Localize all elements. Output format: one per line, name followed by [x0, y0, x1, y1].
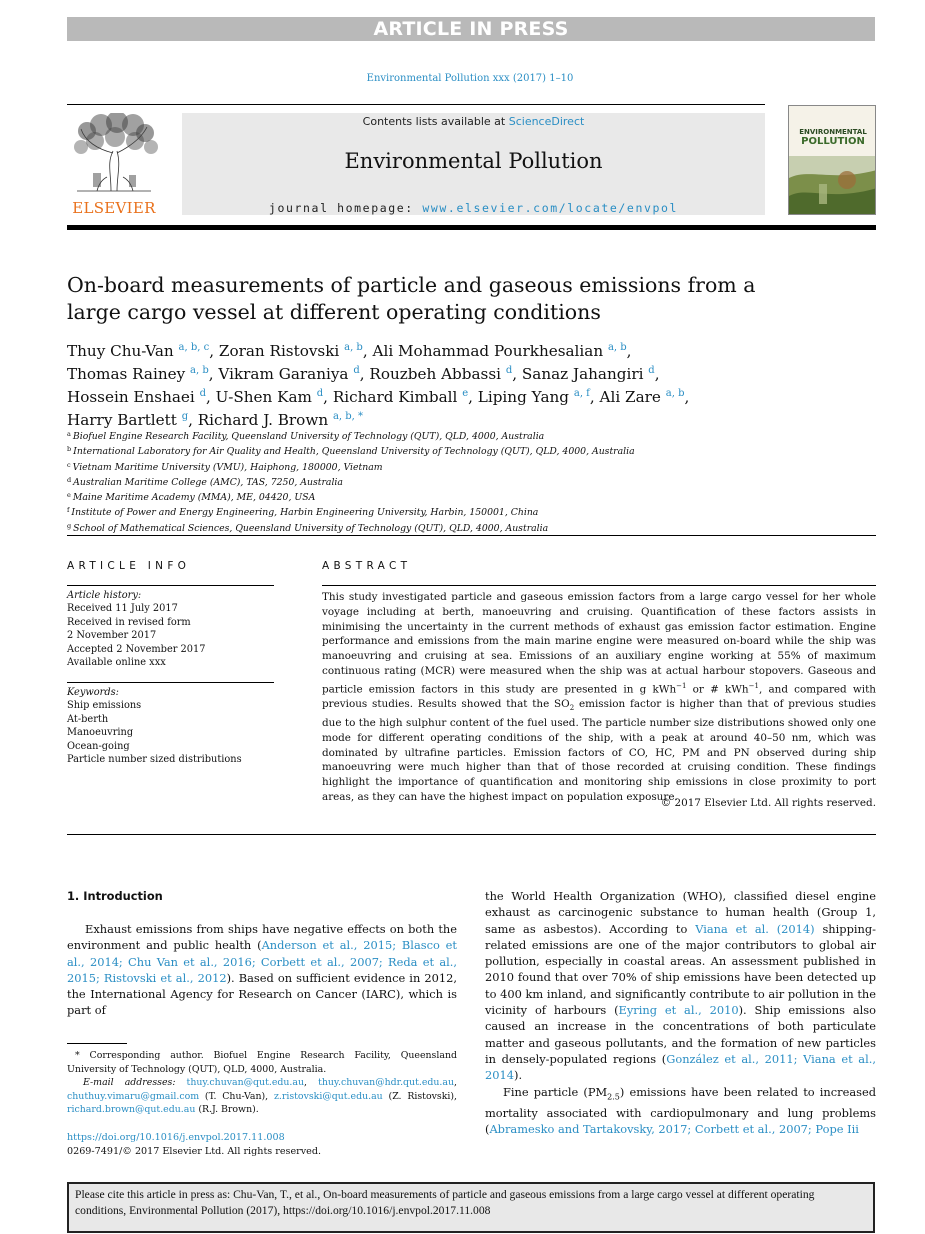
corresponding-author-footnote: * Corresponding author. Biofuel Engine Research Facility, Queensland University of Technology (QUT), QLD, 4000, Australia. E-mail addresses: thuy.chuvan@qut.edu.au, thuy.chuvan@hdr.qut.edu.au, chuthuy.vimaru@gmail.com (T. Chu-Van), z.ristovski@qut.edu.au (Z. Ristovski), richard.brown@qut.edu.au (R.J. Brown). — [67, 1050, 458, 1115]
author-name[interactable]: U-Shen Kam — [215, 388, 312, 406]
intro-text: Exhaust emissions from ships have negative effects on both the environment and public health ( — [67, 922, 457, 953]
author-separator: , — [323, 388, 333, 406]
author-separator: , — [684, 388, 690, 406]
affiliation-text: International Laboratory for Air Quality and Health, Queensland University of Technology (QUT), QLD, 4000, Australia — [73, 446, 635, 458]
affiliation-item — [67, 504, 875, 519]
author-separator: , — [589, 388, 600, 406]
cite-this-article-box: Please cite this article in press as: Chu-Van, T., et al., On-board measurements of particle and gaseous emissions from a large cargo vessel at different operating conditions, Environmental Pollution (2017), https://doi.org/10.1016/j.envpol.2017.11.008 — [67, 1182, 875, 1233]
intro-paragraph-1-cont — [485, 888, 876, 1084]
intro-paragraph-2 — [485, 1084, 876, 1138]
affiliation-list — [67, 428, 875, 535]
footnote-text: Corresponding author. Biofuel Engine Research Facility, Queensland University of Technology (QUT), QLD, 4000, Australia. — [67, 1050, 457, 1075]
author-name[interactable]: Hossein Enshaei — [67, 388, 195, 406]
email-label: E-mail addresses: — [83, 1077, 176, 1088]
issn-line: 0269-7491/© 2017 Elsevier Ltd. All rights reserved. — [67, 1146, 322, 1157]
author-affiliation-marker[interactable]: d — [648, 365, 655, 376]
email-owner: (Z. Ristovski), — [388, 1090, 458, 1102]
history-line: Received 11 July 2017 — [67, 603, 178, 615]
intro-right-column — [485, 888, 876, 1138]
contents-prefix: Contents lists available at — [362, 115, 509, 128]
affiliation-key: b — [67, 445, 72, 454]
email-link[interactable]: chuthuy.vimaru@gmail.com — [67, 1090, 200, 1102]
author-affiliation-marker[interactable]: a, b — [665, 388, 685, 399]
intro-text: Fine particle (PM — [503, 1084, 608, 1099]
citation-link[interactable]: Anderson et al., 2015; Blasco et al., 2014; Chu Van et al., 2016; Corbett et al., 2007; Reda et al., 2015; Ristovski et al., 2012 — [67, 938, 457, 985]
intro-text: shipping-related emissions are one of the major contributors to global air pollution, especially in coastal areas. An assessment published in 2010 found that over 70% of ship emissions have been detected up to 400 km inland, and significantly contribute to air pollution in the vicinity of harbours ( — [485, 921, 876, 1018]
email-link[interactable]: z.ristovski@qut.edu.au — [273, 1090, 383, 1102]
affiliation-item — [67, 443, 875, 458]
history-line: 2 November 2017 — [67, 630, 157, 642]
intro-paragraph-1 — [67, 921, 457, 1019]
abstract-header: ABSTRACT — [322, 560, 412, 572]
author-separator: , — [359, 365, 370, 383]
affiliation-key: a — [67, 430, 71, 438]
author-name[interactable]: Thuy Chu-Van — [67, 342, 174, 360]
affiliation-text: School of Mathematical Sciences, Queensland University of Technology (QUT), QLD, 4000, Australia — [73, 522, 549, 534]
article-in-press-banner: ARTICLE IN PRESS — [67, 17, 875, 41]
abstract-rule — [322, 585, 876, 586]
homepage-prefix: journal homepage: — [268, 201, 423, 215]
affiliation-key: f — [67, 506, 70, 515]
abstract-text — [322, 590, 876, 805]
abstract-copyright: © 2017 Elsevier Ltd. All rights reserved. — [660, 797, 876, 809]
article-history — [67, 589, 274, 669]
author-list — [67, 338, 875, 430]
cover-title-2: POLLUTION — [801, 136, 865, 147]
affiliation-key: g — [67, 521, 72, 530]
author-affiliation-marker[interactable]: d — [505, 365, 513, 376]
pm-subscript: 2.5 — [607, 1091, 620, 1101]
affiliation-text: Institute of Power and Energy Engineering, Harbin Engineering University, Harbin, 150001, China — [71, 507, 539, 519]
intro-text: ). Based on sufficient evidence in 2012, the International Agency for Research on Cancer (IARC), which is part of — [67, 970, 457, 1018]
history-line: Available online xxx — [67, 657, 166, 669]
affiliation-item — [67, 459, 875, 474]
abstract-sub: 2 — [569, 704, 575, 713]
abstract-part: emission factor is higher than that of previous studies due to the high sulphur content of the fuel used. The particle number size distributions showed only one mode for different operating conditions of the ship, with a peak at around 40–50 nm, which was dominated by ultrafine particles. Emission factors of CO, HC, PM and PN observed during ship manoeuvring were much higher than that of those recorded at cruising condition. These findings highlight the importance of quantification and monitoring ship emissions in close proximity to port areas, as they can have the highest impact on population exposure. — [322, 698, 876, 803]
keywords-label: Keywords: — [67, 687, 119, 698]
affiliation-key: e — [67, 491, 71, 500]
sciencedirect-link[interactable]: ScienceDirect — [508, 115, 585, 128]
article-title: On-board measurements of particle and gaseous emissions from a large cargo vessel at different operating conditions — [67, 273, 756, 324]
cover-title-1: ENVIRONMENTAL — [799, 128, 867, 136]
author-affiliation-marker[interactable]: e — [462, 388, 469, 399]
email-link[interactable]: thuy.chuvan@hdr.qut.edu.au — [318, 1077, 455, 1088]
cover-photo — [789, 156, 876, 215]
citation-link[interactable]: Viana et al. (2014) — [695, 921, 815, 936]
journal-cover-thumbnail[interactable] — [788, 105, 876, 215]
history-line: Accepted 2 November 2017 — [67, 643, 206, 655]
author-name[interactable]: Richard J. Brown — [197, 411, 329, 429]
keyword-item: Ocean-going — [67, 740, 130, 752]
journal-homepage — [182, 201, 765, 215]
contents-line — [182, 115, 765, 128]
author-separator: , — [654, 365, 660, 383]
author-name[interactable]: Rouzbeh Abbassi — [369, 365, 501, 383]
affiliation-text: Vietnam Maritime University (VMU), Haiphong, 180000, Vietnam — [72, 461, 383, 473]
author-separator: , — [209, 342, 219, 360]
section-rule — [67, 535, 876, 536]
author-name[interactable]: Thomas Rainey — [67, 365, 186, 383]
affiliation-key: d — [67, 475, 72, 484]
doi-link[interactable]: https://doi.org/10.1016/j.envpol.2017.11.008 — [67, 1132, 285, 1143]
abstract-sup: −1 — [748, 681, 759, 690]
footnote-star: * — [75, 1050, 80, 1061]
author-name[interactable]: Liping Yang — [477, 388, 570, 406]
abstract-part: or # kWh — [686, 683, 749, 696]
affiliation-text: Biofuel Engine Research Facility, Queensland University of Technology (QUT), QLD, 4000, Australia — [72, 431, 545, 442]
author-affiliation-marker[interactable]: d — [199, 388, 207, 399]
author-separator: , — [468, 388, 478, 406]
keywords-rule — [67, 682, 274, 683]
author-affiliation-marker[interactable]: d — [353, 365, 360, 376]
author-name[interactable]: Harry Bartlett — [67, 411, 177, 429]
affiliation-item — [67, 428, 875, 443]
author-name[interactable]: Zoran Ristovski — [218, 342, 340, 360]
affiliation-text: Australian Maritime College (AMC), TAS, 7250, Australia — [73, 476, 343, 488]
author-affiliation-marker[interactable]: a, b — [344, 342, 363, 353]
history-line: Received in revised form — [67, 616, 191, 628]
author-name[interactable]: Ali Mohammad Pourkhesalian — [372, 342, 604, 360]
email-link[interactable]: thuy.chuvan@qut.edu.au — [186, 1077, 305, 1088]
citation-link[interactable]: Abramesko and Tartakovsky, 2017; Corbett et al., 2007; Pope Iii — [489, 1122, 859, 1137]
article-info-header: ARTICLE INFO — [67, 560, 191, 572]
affiliation-text: Maine Maritime Academy (MMA), ME, 04420, USA — [72, 492, 316, 504]
author-affiliation-marker[interactable]: g — [181, 411, 189, 422]
author-name[interactable]: Vikram Garaniya — [218, 365, 349, 383]
publisher-wordmark: ELSEVIER — [72, 199, 156, 217]
author-affiliation-marker[interactable]: a, b, c — [178, 342, 210, 353]
keyword-item: Ship emissions — [67, 700, 142, 712]
author-separator: , — [206, 388, 216, 406]
introduction-heading: 1. Introduction — [67, 889, 163, 903]
elsevier-logo — [67, 113, 161, 217]
author-separator: , — [362, 342, 373, 360]
author-separator: , — [626, 342, 632, 360]
doi-block — [67, 1131, 321, 1159]
author-affiliation-marker[interactable]: a, b — [607, 342, 627, 353]
affiliation-item — [67, 474, 875, 489]
affiliation-item — [67, 489, 875, 504]
abstract-bottom-rule — [67, 834, 876, 835]
citation-link[interactable]: Eyring et al., 2010 — [618, 1003, 739, 1018]
intro-text: ) emissions have been related to increased mortality associated with cardiopulmonary and lung problems ( — [485, 1084, 876, 1137]
abstract-part: This study investigated particle and gaseous emission factors from a large cargo vessel for her whole voyage including at berth, manoeuvring and cruising. Quantification of these factors assists in minimising the uncertainty in the current methods of exhaust gas emission factor estimation. Engine performance and emissions from the main marine engine were measured on-board while the ship was manoeuvring and cruising at sea. Emissions of an auxiliary engine working at 55% of maximum continuous rating (MCR) were measured when the ship was at actual harbour stopovers. Gaseous and particle emission factors in this study are presented in g kWh — [322, 591, 876, 696]
email-link[interactable]: richard.brown@qut.edu.au — [67, 1104, 196, 1115]
email-owner: (T. Chu-Van), — [204, 1090, 269, 1102]
author-name[interactable]: Sanaz Jahangiri — [521, 365, 644, 383]
author-name[interactable]: Richard Kimball — [332, 388, 458, 406]
citation-link[interactable]: González et al., 2011; Viana et al., 2014 — [485, 1051, 876, 1083]
affiliation-key: c — [67, 460, 71, 469]
intro-text: ). — [514, 1068, 523, 1083]
author-affiliation-marker[interactable]: a, b — [190, 365, 209, 376]
keyword-item: Particle number sized distributions — [67, 754, 242, 766]
keyword-item: At-berth — [67, 713, 109, 725]
affiliation-item — [67, 520, 875, 535]
intro-text: the World Health Organization (WHO), classified diesel engine exhaust as carcinogenic substance to human health (Group 1, same as asbestos). According to — [485, 889, 876, 936]
author-affiliation-marker[interactable]: d — [316, 388, 324, 399]
author-affiliation-marker[interactable]: a, b, * — [332, 411, 364, 422]
homepage-link[interactable]: www.elsevier.com/locate/envpol — [422, 201, 679, 215]
keywords-block — [67, 686, 274, 766]
abstract-sup: −1 — [676, 681, 687, 690]
email-owner: (R.J. Brown). — [198, 1104, 259, 1115]
article-info-rule — [67, 585, 274, 586]
journal-citation-link[interactable]: Environmental Pollution xxx (2017) 1–10 — [366, 73, 574, 84]
author-separator: , — [188, 411, 198, 429]
history-label: Article history: — [67, 590, 142, 601]
author-name[interactable]: Ali Zare — [599, 388, 661, 406]
intro-text: ). Ship emissions also caused an increase in the concentrations of both particulate matter and gaseous pollutants, and the formation of new particles in densely-populated regions ( — [485, 1003, 876, 1066]
journal-name: Environmental Pollution — [344, 149, 603, 173]
abstract-part: , and compared with previous studies. Results showed that the SO — [322, 683, 876, 711]
author-affiliation-marker[interactable]: a, f — [573, 388, 590, 399]
header-rule — [67, 104, 765, 105]
author-separator: , — [512, 365, 522, 383]
keyword-item: Manoeuvring — [67, 727, 134, 739]
masthead-thick-rule — [67, 225, 876, 230]
footnote-rule — [67, 1043, 127, 1044]
author-separator: , — [208, 365, 219, 383]
